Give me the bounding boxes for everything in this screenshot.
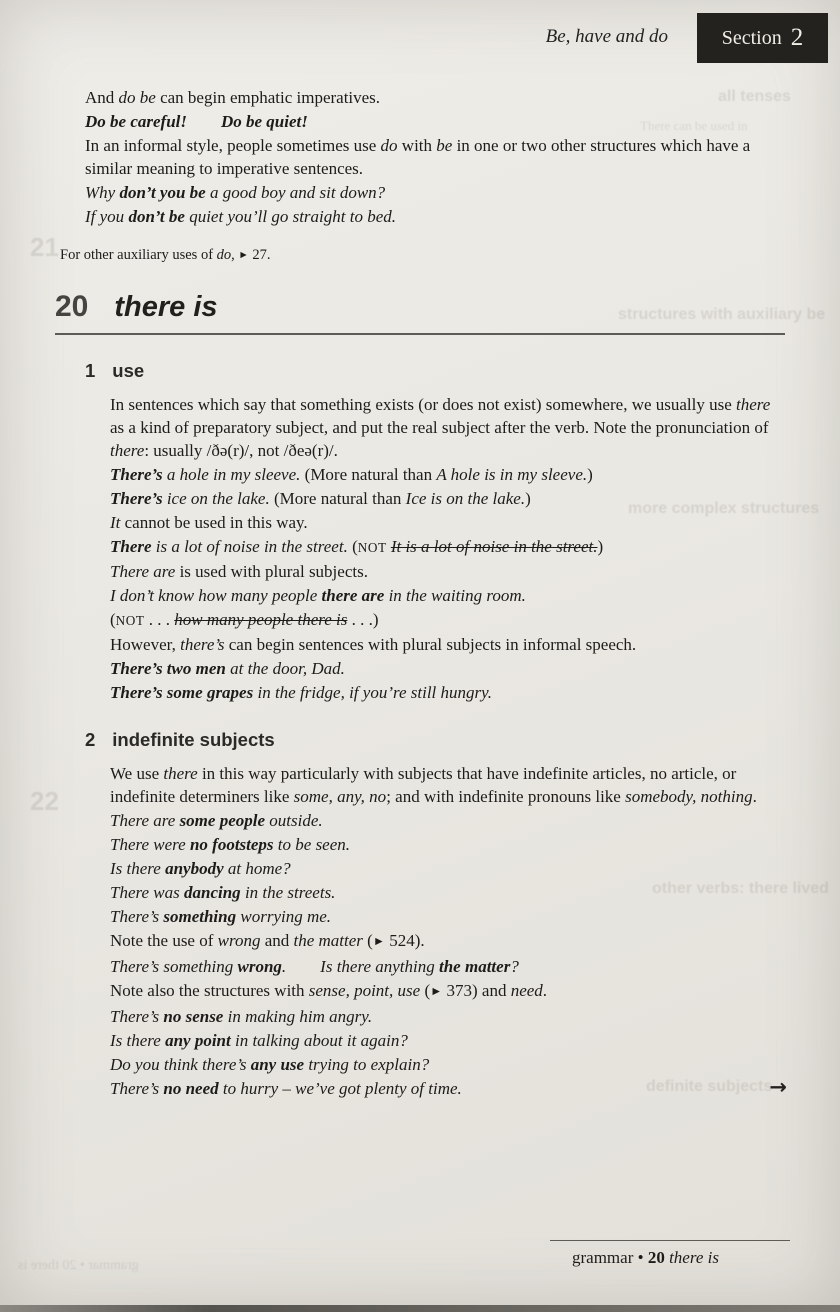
example-line: Do be careful! Do be quiet! — [85, 112, 308, 131]
example-line: There’s some grapes in the fridge, if you’re still hungry. — [110, 683, 492, 702]
entry-number: 20 — [55, 290, 89, 323]
example-line: If you don’t be quiet you’ll go straight to bed. — [85, 207, 397, 226]
section-tab — [697, 13, 828, 63]
subsection-number: 1 — [85, 360, 96, 381]
intro-block — [60, 86, 782, 267]
example-line: There’s something worrying me. — [110, 907, 332, 926]
bleed-through-text: more complex structures — [628, 500, 820, 517]
example-line: There’s no sense in making him angry. — [110, 1007, 373, 1026]
section-tab-label: Section — [721, 26, 782, 49]
paragraph: In sentences which say that something exists (or does not exist) somewhere, we usually use there as a kind of preparatory subject, and put the real subject after the verb. Note the pronunciation of there: usually /ðə(r)/, not /ðeə(r)/. — [110, 395, 771, 460]
subsection-title: indefinite subjects — [112, 729, 275, 750]
entry-heading — [55, 288, 785, 335]
bleed-through-number: 21 — [30, 232, 59, 262]
example-line: There’s something wrong. Is there anything the matter? — [110, 957, 519, 976]
subsection-heading — [85, 729, 785, 751]
paragraph: In an informal style, people sometimes use do with be in one or two other structures which have a similar meaning to imperative sentences. — [85, 136, 751, 178]
example-line: I don’t know how many people there are in the waiting room. — [110, 586, 526, 605]
running-head: Be, have and do — [545, 26, 668, 47]
example-line: There was dancing in the streets. — [110, 883, 336, 902]
example-line: There’s a hole in my sleeve. (More natural than A hole is in my sleeve.) — [110, 465, 593, 484]
example-line: There is a lot of noise in the street. (NOT It is a lot of noise in the street.) — [110, 537, 604, 556]
paragraph: However, there’s can begin sentences with plural subjects in informal speech. — [110, 635, 637, 654]
entry-20-there-is — [55, 288, 787, 1101]
subsection-use — [85, 360, 785, 704]
paragraph: There are is used with plural subjects. — [110, 562, 368, 581]
paragraph: Note also the structures with sense, point, use (► 373) and need. — [110, 981, 548, 1000]
paragraph: We use there in this way particularly with subjects that have indefinite articles, no article, or indefinite determiners like some, any, no; and with indefinite pronouns like somebody, nothing. — [110, 764, 757, 806]
bleed-through-text: There can be used in — [640, 118, 748, 133]
subsection-title: use — [112, 360, 145, 381]
section-tab-number: 2 — [790, 24, 804, 51]
bleed-through-text: all tenses — [718, 88, 791, 105]
bleed-through-text: definite subjects — [646, 1078, 773, 1095]
example-line: Do you think there’s any use trying to explain? — [110, 1055, 430, 1074]
cross-reference-note: For other auxiliary uses of do, ► 27. — [60, 247, 271, 263]
subsection-body — [110, 762, 785, 1100]
paragraph: It cannot be used in this way. — [110, 513, 308, 532]
example-line: Is there any point in talking about it again? — [110, 1031, 408, 1050]
bleed-through-text: structures with auxiliary be — [618, 306, 826, 323]
footer-running-reference: grammar • 20 there is — [572, 1248, 719, 1267]
paragraph: Note the use of wrong and the matter (► 524). — [110, 931, 425, 950]
example-line: There were no footsteps to be seen. — [110, 835, 351, 854]
example-line: Why don’t you be a good boy and sit down? — [85, 183, 386, 202]
bleed-through-number: 22 — [30, 786, 59, 816]
page-footer — [550, 1240, 790, 1268]
example-line: There are some people outside. — [110, 811, 323, 830]
paragraph: And do be can begin emphatic imperatives. — [85, 88, 381, 107]
example-line: There’s no need to hurry – we’ve got plenty of time. — [110, 1079, 462, 1098]
subsection-indefinite-subjects — [85, 729, 785, 1100]
example-line: Is there anybody at home? — [110, 859, 291, 878]
bleed-through-text: other verbs: there lived — [652, 880, 829, 897]
bleed-through-text: grammar • 20 there is — [18, 1258, 139, 1273]
example-line: There’s ice on the lake. (More natural than Ice is on the lake.) — [110, 489, 531, 508]
entry-title: there is — [114, 291, 218, 323]
page-edge-shadow — [0, 1305, 840, 1312]
example-line: (NOT . . . how many people there is . . .) — [110, 610, 379, 629]
subsection-body — [110, 393, 785, 704]
subsection-number: 2 — [85, 729, 96, 750]
subsection-heading — [85, 360, 785, 382]
continuation-arrow: → — [769, 1075, 787, 1099]
example-line: There’s two men at the door, Dad. — [110, 659, 345, 678]
